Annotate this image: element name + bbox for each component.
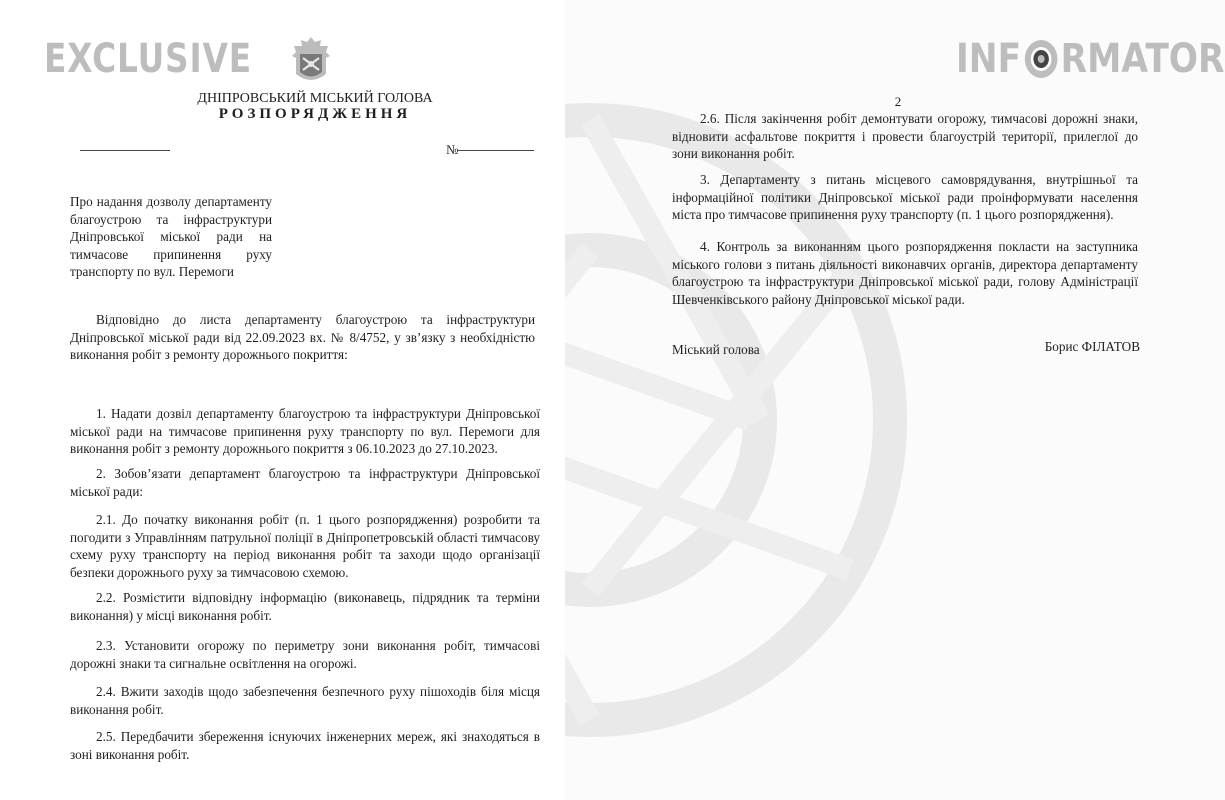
clause-2-5: 2.5. Передбачити збереження існуючих інженерних мереж, які знаходяться в зоні виконання робіт. [70, 729, 540, 762]
clause-2-2: 2.2. Розмістити відповідну інформацію (виконавець, підрядник та терміни виконання) у місці виконання робіт. [70, 590, 540, 623]
number-blank-line [458, 150, 534, 151]
logo-text-end: RMATOR [1060, 36, 1225, 82]
coat-of-arms-icon [288, 36, 334, 86]
clause-1: 1. Надати дозвіл департаменту благоустрою та інфраструктури Дніпровської міської ради на тимчасове припинення руху транспорту по вул. Перемоги для виконання робіт з ремонту дорожнього покриття з 06.10.2023 до 27.10.2023. [70, 406, 540, 456]
exclusive-watermark: EXCLUSIVE [44, 36, 252, 82]
number-label: № [446, 142, 459, 157]
issuer-heading: ДНІПРОВСЬКИЙ МІСЬКИЙ ГОЛОВА [197, 91, 433, 106]
preamble-paragraph: Відповідно до листа департаменту благоустрою та інфраструктури Дніпровської міської ради від 22.09.2023 вх. № 8/4752, у зв’язку з необхідністю виконання робіт з ремонту дорожнього покриття: [70, 312, 535, 362]
eye-icon [1023, 38, 1059, 80]
clause-2-4: 2.4. Вжити заходів щодо забезпечення безпечного руху пішоходів біля місця виконання робіт. [70, 684, 540, 717]
clause-2-6: 2.6. Після закінчення робіт демонтувати огорожу, тимчасові дорожні знаки, відновити асфальтове покриття і провести благоустрій території, прилеглої до зони виконання робіт. [672, 111, 1138, 161]
document-subject: Про надання дозволу департаменту благоустрою та інфраструктури Дніпровської міської ради на тимчасове припинення руху транспорту по вул. Перемоги [70, 194, 272, 279]
document-title: РОЗПОРЯДЖЕННЯ [218, 106, 412, 122]
clause-4: 4. Контроль за виконанням цього розпорядження покласти на заступника міського голови з питань діяльності виконавчих органів, директора департаменту благоустрою та інфраструктури Дніпровської міської ради, голову Адміністрації Шевченківського району Дніпровської міської ради. [672, 239, 1138, 307]
page-number: 2 [894, 94, 902, 109]
signature-name: Борис ФІЛАТОВ [1044, 339, 1140, 354]
clause-2: 2. Зобов’язати департамент благоустрою та інфраструктури Дніпровської міської ради: [70, 466, 540, 499]
clause-2-1: 2.1. До початку виконання робіт (п. 1 цього розпорядження) розробити та погодити з Управлінням патрульної поліції в Дніпропетровській області тимчасову схему руху транспорту на період виконання робіт та заходи щодо організації безпеки дорожнього руху за тимчасовою схемою. [70, 512, 540, 580]
signature-title: Міський голова [672, 342, 760, 357]
informator-logo [956, 36, 1225, 82]
logo-text-start: INF [956, 36, 1022, 82]
date-blank-line [80, 150, 170, 151]
clause-2-3: 2.3. Установити огорожу по периметру зони виконання робіт, тимчасові дорожні знаки та сигнальне освітлення на огорожі. [70, 638, 540, 671]
clause-3: 3. Департаменту з питань місцевого самоврядування, внутрішньої та інформаційної політики Дніпровської міської ради проінформувати населення міста про тимчасове припинення руху транспорту (п. 1 цього розпорядження). [672, 172, 1138, 222]
